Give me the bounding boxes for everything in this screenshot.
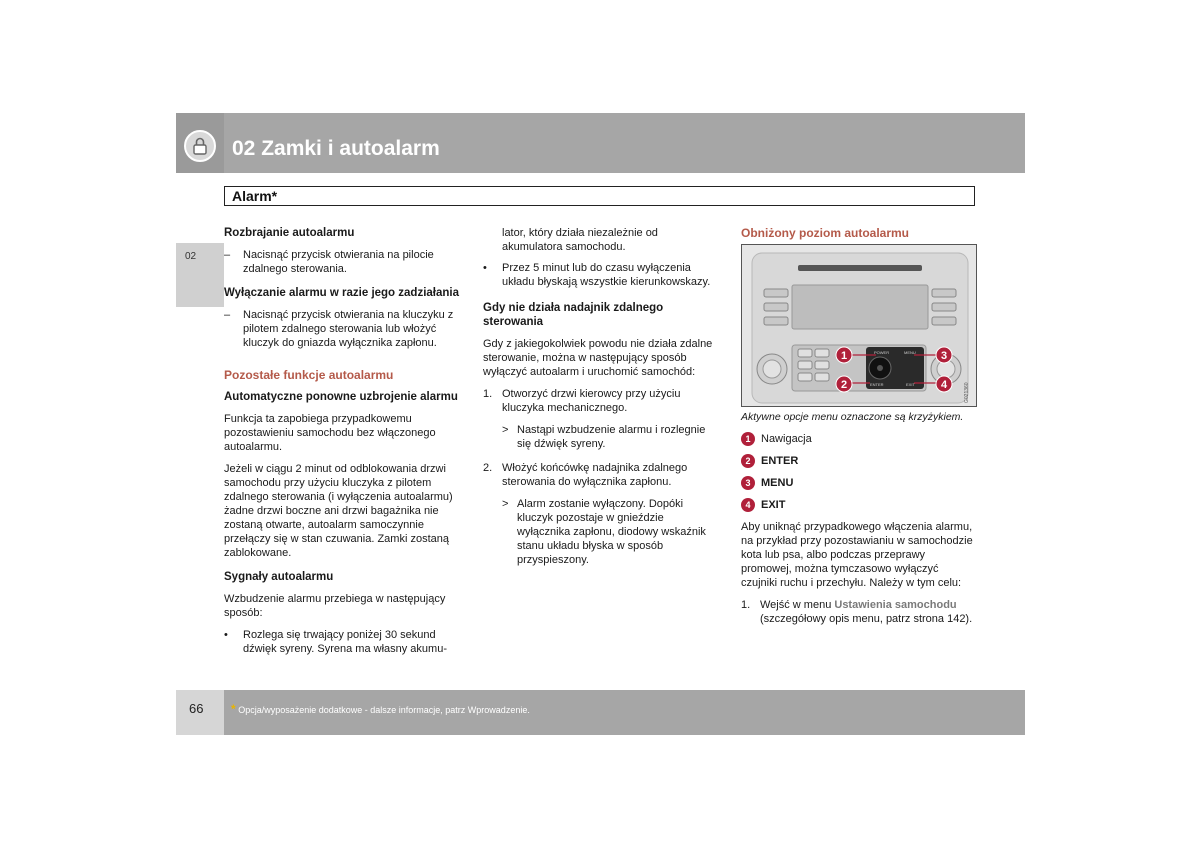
chapter-title: 02 Zamki i autoalarm	[232, 137, 440, 160]
exit-label: EXIT	[906, 382, 915, 387]
radio-panel-drawing	[742, 245, 977, 407]
section-title: Alarm*	[232, 188, 278, 204]
dash-marker: –	[224, 249, 231, 261]
column-1	[224, 226, 460, 664]
list-item-text-post: (szczegółowy opis menu, patrz strona 142).	[760, 613, 973, 625]
menu-label: MENU	[904, 350, 916, 355]
step-number: 1.	[741, 599, 751, 611]
legend-item	[741, 454, 977, 468]
callout-1	[836, 347, 852, 363]
column-2	[483, 226, 719, 575]
image-code: G021360	[964, 382, 970, 403]
section-title-box	[224, 186, 975, 206]
heading-auto-rearm: Automatyczne ponowne uzbrojenie alarmu	[224, 391, 458, 403]
svg-text:2: 2	[840, 379, 848, 391]
list-item-text: lator, który działa niezależnie od akumulatora samochodu.	[502, 227, 658, 253]
list-item	[483, 261, 719, 289]
list-item-text: Włożyć końcówkę nadajnika zdalnego sterowania do wyłącznika zapłonu.	[502, 462, 688, 488]
list-item	[224, 308, 460, 350]
heading-remote-failure: Gdy nie działa nadajnik zdalnego sterowania	[483, 302, 664, 328]
svg-text:3: 3	[940, 350, 948, 362]
column-3-body	[741, 410, 977, 634]
heading-other-functions: Pozostałe funkcje autoalarmu	[224, 368, 394, 382]
list-item-text: Przez 5 minut lub do czasu wyłączenia układu błyskają wszystkie kierunkowskazy.	[502, 262, 711, 288]
heading-alarm-off: Wyłączanie alarmu w razie jego zadziałania	[224, 287, 459, 299]
heading-reduced-level: Obniżony poziom autoalarmu	[741, 226, 910, 240]
heading-alarm-signals: Sygnały autoalarmu	[224, 571, 334, 583]
legend-label: MENU	[761, 477, 794, 489]
sub-marker: >	[502, 424, 509, 436]
svg-text:4: 4	[940, 379, 948, 391]
heading-disarm: Rozbrajanie autoalarmu	[224, 227, 355, 239]
list-item-text: Otworzyć drzwi kierowcy przy użyciu kluczyka mechanicznego.	[502, 388, 681, 414]
page-number: 66	[189, 701, 204, 716]
list-item-text-pre: Wejść w menu	[760, 599, 835, 611]
legend-label: ENTER	[761, 455, 799, 467]
list-item-text: Nacisnąć przycisk otwierania na pilocie zdalnego sterowania.	[243, 249, 434, 275]
list-item-text: Nacisnąć przycisk otwierania na kluczyku z pilotem zdalnego sterowania lub włożyć kluczyk do gniazda wyłącznika zapłonu.	[243, 309, 454, 349]
bullet-marker: •	[224, 629, 228, 641]
dash-marker: –	[224, 309, 231, 321]
list-item	[483, 461, 719, 489]
legend-number-badge: 3	[741, 476, 755, 490]
figure-caption: Aktywne opcje menu oznaczone są krzyżykiem.	[741, 411, 964, 423]
list-item-text: Rozlega się trwający poniżej 30 sekund dźwięk syreny. Syrena ma własny akumu-	[243, 629, 447, 655]
callout-3	[936, 347, 952, 363]
legend-number-badge: 2	[741, 454, 755, 468]
footer-note-text: Opcja/wyposażenie dodatkowe - dalsze informacje, patrz Wprowadzenie.	[238, 705, 530, 715]
list-item	[224, 628, 460, 656]
paragraph: Funkcja ta zapobiega przypadkowemu pozostawieniu samochodu bez włączonego autoalarmu.	[224, 413, 436, 453]
paragraph: Jeżeli w ciągu 2 minut od odblokowania drzwi samochodu przy użyciu kluczyka z pilotem zdalnego sterowania (i wyłączenia autoalarmu) żadne drzwi boczne ani drzwi bagażnika nie zostaną otwarte, autoalarm samoczynnie przełączy się w stan czuwania. Zamki zostaną zablokowane.	[224, 463, 453, 559]
list-sub-item	[483, 423, 719, 451]
list-sub-item	[483, 497, 719, 567]
side-tab-label: 02	[185, 251, 197, 262]
paragraph: Wzbudzenie alarmu przebiega w następujący sposób:	[224, 593, 446, 619]
sub-marker: >	[502, 498, 509, 510]
list-item-continued	[483, 226, 719, 254]
callout-2	[836, 376, 852, 392]
enter-label: ENTER	[870, 382, 884, 387]
footnote-star: *	[231, 702, 236, 716]
svg-text:1: 1	[840, 350, 848, 362]
lock-icon	[184, 130, 216, 162]
list-item-text: Alarm zostanie wyłączony. Dopóki kluczyk pozostaje w gnieździe wyłącznika zapłonu, diodowy wskaźnik stanu układu błyska w sposób przyspieszony.	[517, 498, 706, 566]
step-number: 1.	[483, 388, 493, 400]
bullet-marker: •	[483, 262, 487, 274]
legend-number-badge: 1	[741, 432, 755, 446]
paragraph: Aby uniknąć przypadkowego włączenia alarmu, na przykład przy pozostawianiu w samochodzie kota lub psa, albo podczas przeprawy promowej, można tymczasowo wyłączyć czujniki ruchu i przechyłu. Należy w tym celu:	[741, 521, 973, 589]
legend-item	[741, 432, 977, 446]
list-item	[741, 598, 977, 626]
power-label: POWER	[874, 350, 890, 355]
list-item	[224, 248, 460, 276]
legend-number-badge: 4	[741, 498, 755, 512]
chapter-side-tab	[176, 243, 224, 307]
list-item-text: Nastąpi wzbudzenie alarmu i rozlegnie się dźwięk syreny.	[517, 424, 706, 450]
legend-label: Nawigacja	[761, 433, 812, 445]
paragraph: Gdy z jakiegokolwiek powodu nie działa zdalne sterowanie, można w następujący sposób wyłączyć autoalarm i uruchomić samochód:	[483, 338, 713, 378]
legend-item	[741, 476, 977, 490]
list-item	[483, 387, 719, 415]
radio-panel-illustration	[741, 244, 977, 407]
footer-note	[231, 702, 530, 716]
legend-item	[741, 498, 977, 512]
legend-label: EXIT	[761, 499, 786, 511]
step-number: 2.	[483, 462, 493, 474]
callout-4	[936, 376, 952, 392]
menu-path-link: Ustawienia samochodu	[834, 599, 957, 611]
